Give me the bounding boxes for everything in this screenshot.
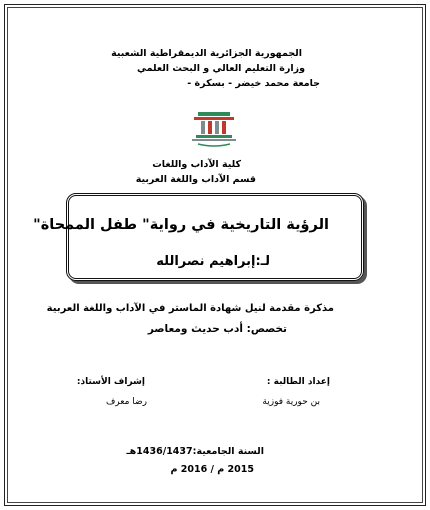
specialty: تخصص: أدب حديث ومعاصر [147,323,287,335]
ministry-heading: وزارة التعليم العالي و البحث العلمي [137,63,305,74]
prepared-by-label: إعداد الطالبة : [266,377,330,387]
academic-year-hijri: السنة الجامعية:1436/1437هـ [126,446,264,457]
faculty-name: كلية الآداب واللغات [152,159,241,170]
department-name: قسم الآداب واللغة العربية [135,174,256,185]
thesis-title: الرؤية التاريخية في رواية" طفل الممحاة" [33,217,329,233]
university-logo-icon [184,110,244,150]
supervisor-name: رضا معرف [105,397,147,407]
novel-author: لـ:إبراهيم نصرالله [156,254,270,269]
memo-description: مذكرة مقدمة لنيل شهادة الماستر في الآداب واللغة العربية [46,303,334,314]
student-name: بن حورية فوزية [262,397,320,407]
republic-heading: الجمهورية الجزائرية الديمقراطية الشعبية [111,48,302,59]
supervision-label: إشراف الأستاذ: [76,377,145,387]
university-heading: جامعة محمد خيضر - بسكرة - [187,78,320,89]
academic-year-gregorian: 2015 م / 2016 م [170,464,254,475]
